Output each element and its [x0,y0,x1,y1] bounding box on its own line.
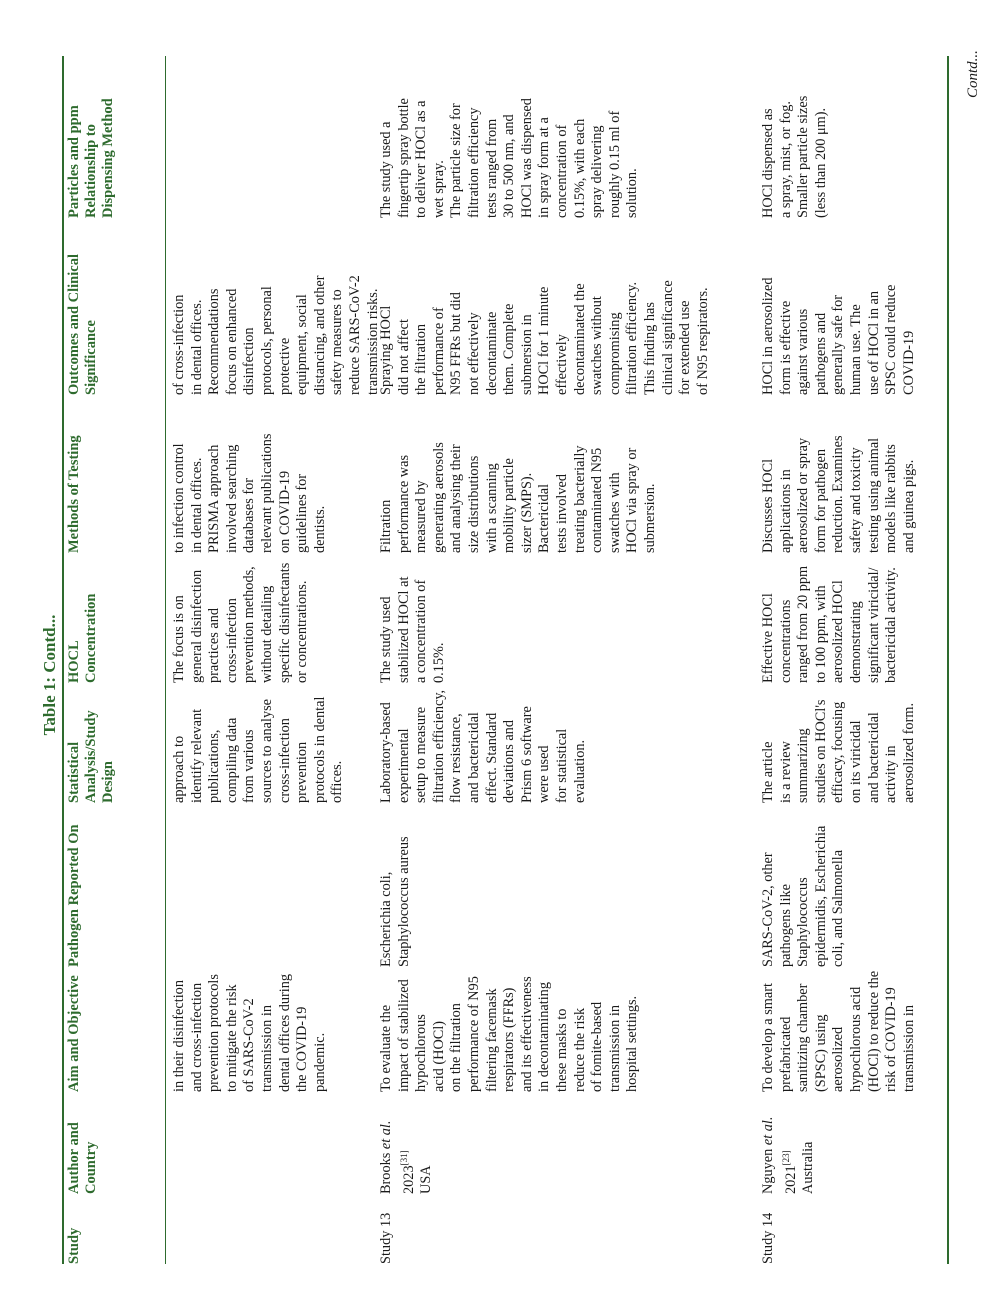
row1-study: Study 13 [378,1212,394,1264]
row2-author [760,1092,818,1194]
continued-note: Contd... [965,50,981,98]
header-pathogen: Pathogen Reported On [66,824,82,967]
row1-particles: The study used a fingertip spray bottle to deliver HOCl as a wet spray. The particle size for filtration efficiency tests ranged from 30 to 500 nm, and HOCl was dispensed in spray form at a concentration of 0.15%, with each spray delivering roughly 0.15 ml of solution. [378,98,641,218]
row2-methods: Discusses HOCl applications in aerosolized or spray form for pathogen reduction. Examines safety and toxicity testing using animal models like rabbits and guinea pigs. [760,435,917,553]
row0-outcomes: of cross-infection in dental offices. Recommendations focus on enhanced disinfection protocols, personal protective equipment, social distancing, and other safety measures to reduce SARS-CoV-2 transmission risks. [171,275,381,395]
row0-methods: to infection control in dental offices. PRISMA approach involved searching databases for relevant publications on COVID-19 guidelines for dentists. [171,433,328,553]
row0-hocl: The focus is on general disinfection practices and cross-infection prevention methods, without detailing specific disinfectants or concentrations. [171,562,311,683]
row2-aim: To develop a smart prefabricated sanitizing chamber (SPSC) using aerosolized hypochlorous acid (HOCl) to reduce the risk of COVID-19 transmission in [760,970,917,1092]
row1-methods: Filtration performance was measured by generating aerosols and analysing their size distributions with a scanning mobility particle sizer (SMPS). Bactericidal tests involved treating bacterially contaminated N95 swatches with HOCl via spray or submersion. [378,442,658,553]
row2-outcomes: HOCl in aerosolized form is effective against various pathogens and generally safe for human use. The use of HOCl in an SPSC could reduce COVID-19 [760,277,917,395]
row2-design: The article is a review summarizing studies on HOCl's efficacy, focusing on its viricidal and bactericidal activity in aerosolized form. [760,699,917,803]
row1-author [378,1092,436,1194]
row1-author-year: 2023 [400,1165,417,1194]
row2-study: Study 14 [760,1212,776,1264]
row2-author-year: 2021 [782,1165,799,1194]
row1-author-name: Brooks [378,1149,394,1194]
header-author-country: Author and Country [66,1122,99,1194]
row1-author-etal: et al. [378,1120,394,1150]
header-particles-ppm: Particles and ppm Relationship to Dispensing Method [66,98,116,218]
row1-author-ref: [31] [398,1150,409,1166]
header-statistical-design: Statistical Analysis/Study Design [66,710,116,803]
row1-country: USA [417,1165,434,1194]
row2-author-etal: et al. [760,1116,776,1146]
header-methods-testing: Methods of Testing [66,435,82,553]
row2-hocl: Effective HOCl concentrations ranged from 20 ppm to 100 ppm, with aerosolized HOCl demonstrating significant viricidal/ bactericidal activity. [760,565,900,683]
row1-design: Laboratory-based experimental setup to measure filtration efficiency, flow resistance, and bactericidal effect. Standard deviations and Prism 6 software were used for statistical evaluation. [378,689,588,803]
row2-country: Australia [799,1141,816,1194]
row1-outcomes: Spraying HOCl did not affect the filtration performance of N95 FFRs but did not effectively decontaminate them. Complete submersion in HOCl for 1 minute effectively decontaminated the swatches without compromising filtration efficiency. This finding has clinical significance for extended use of N95 respirators. [378,280,711,395]
row1-pathogen: Escherichia coli, Staphylococcus aureus [378,836,412,967]
header-outcomes: Outcomes and Clinical Significance [66,254,99,395]
header-study: Study [66,1227,82,1264]
table-bottom-rule [947,56,949,1264]
row2-author-name: Nguyen [760,1145,776,1194]
header-bottom-rule [165,56,166,1264]
table-top-rule [62,56,64,1264]
table-title: Table 1: Contd... [40,614,59,736]
row2-pathogen: SARS-CoV-2, other pathogens like Staphylococcus epidermidis, Escherichia coli, and Salmonella [760,825,847,967]
header-hocl-concentration: HOCL Concentration [66,593,99,683]
row0-design: approach to identify relevant publications, compiling data from various sources to analyse cross-infection prevention protocols in dental offices. [171,696,346,803]
row0-aim: in their disinfection and cross-infection prevention protocols to mitigate the risk of SARS-CoV-2 transmission in dental offices during the COVID-19 pandemic. [171,973,328,1092]
header-aim-objective: Aim and Objective [66,975,82,1092]
row1-hocl: The study used stabilized HOCl at a concentration of 0.15%. [378,576,447,683]
row2-author-ref: [23] [780,1150,791,1166]
row2-particles: HOCl dispensed as a spray, mist, or fog. Smaller particle sizes (less than 200 μm). [760,95,829,218]
row1-aim: To evaluate the impact of stabilized hypochlorous acid (HOCl) on the filtration performance of N95 filtering facemask respirators (FFRs) and its effectiveness in decontaminating these masks to reduce the risk of fomite-based transmission in hospital settings. [378,976,641,1092]
